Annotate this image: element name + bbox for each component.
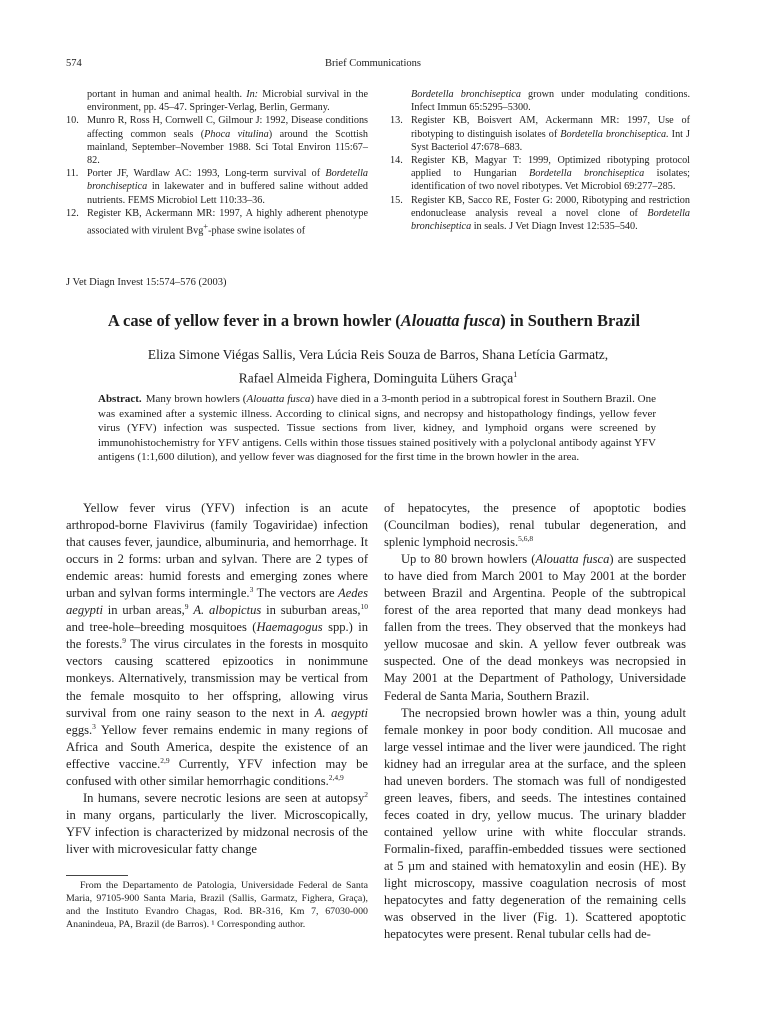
reference-entry xyxy=(390,114,690,154)
journal-citation: J Vet Diagn Invest 15:574–576 (2003) xyxy=(66,277,227,288)
affiliation-footnote: From the Departamento de Patologia, Universidade Federal de Santa Maria, 97105-900 Santa Maria, Brazil (Sallis, Garmatz, Fighera, Graça), and the Instituto Evandro Chagas, Rod. BR-316, Km 7, 67030-000 Ananindeua, PA, Brazil (de Barros). ¹ Corresponding author. xyxy=(66,880,368,931)
text-run: portant in human and animal health. xyxy=(87,89,247,100)
citation-superscript: 9 xyxy=(122,636,126,646)
italic-text: Aedes aegypti xyxy=(66,586,368,618)
italic-text: Alouatta fusca xyxy=(246,393,311,405)
text-run: In humans, severe necrotic lesions are seen at autopsy xyxy=(83,790,365,805)
text-run: -phase swine isolates of xyxy=(208,225,306,237)
text-run: Porter JF, Wardlaw AC: 1993, Long-term survival of xyxy=(87,168,326,180)
text-run: The vectors are xyxy=(253,586,339,601)
text-run: in seals. J Vet Diagn Invest 12:535–540. xyxy=(471,221,638,233)
italic-text: Alouatta fusca xyxy=(400,311,501,330)
citation-superscript: 2 xyxy=(364,789,368,799)
text-run: Register KB, Ackermann MR: 1997, A highly adherent phenotype associated with virulent Bvg xyxy=(87,207,368,237)
body-paragraph xyxy=(66,790,368,858)
italic-text: Bordetella bronchiseptica xyxy=(411,89,521,100)
text-run: isolates; identification of two novel ribotypes. Vet Microbiol 69:277–285. xyxy=(411,168,691,193)
citation-superscript: 2,4,9 xyxy=(328,772,344,782)
text-run: Register KB, Magyar T: 1999, Optimized ribotyping protocol applied to Hungarian xyxy=(411,155,690,180)
text-run: Yellow fever remains endemic in many regions of Africa and South America, despite the existence of an effective vaccine. xyxy=(66,722,368,771)
author-line-2 xyxy=(50,365,706,388)
reference-number: 10. xyxy=(66,115,79,127)
page-number: 574 xyxy=(66,58,82,69)
body-paragraph xyxy=(384,705,686,944)
text-run: The virus circulates in the forests in mosquito vectors causing scattered epizootics in nonimmune monkeys. Alternatively, transmission may be vertical from the female mosquito to her offspring, allowing virus survival from one rainy season to the next in xyxy=(66,637,368,720)
italic-text: Phoca vitulina xyxy=(204,128,269,140)
running-head-title: Brief Communications xyxy=(325,58,421,69)
text-run: Microbial survival in the environment, pp. 45–47. Springer-Verlag, Berlin, Germany. xyxy=(87,89,368,114)
text-run: and tree-hole–breeding mosquitoes ( xyxy=(66,620,257,635)
text-run: in suburban areas, xyxy=(261,603,361,618)
text-run: Register KB, Boisvert AM, Ackermann MR: 1997, Use of ribotyping to distinguish isolates of xyxy=(411,115,690,140)
reference-number: 12. xyxy=(66,207,79,219)
running-head xyxy=(66,58,680,74)
reference-number: 14. xyxy=(390,155,403,167)
citation-superscript: 9 xyxy=(184,602,189,612)
text-run: ) in Southern Brazil xyxy=(500,311,641,330)
reference-entry xyxy=(66,207,368,238)
citation-superscript: + xyxy=(203,221,209,232)
citation-superscript: 10 xyxy=(360,602,368,612)
reference-entry xyxy=(390,154,690,194)
footnote-divider xyxy=(66,875,128,876)
body-paragraph xyxy=(384,500,686,551)
author-line-2-text: Rafael Almeida Fighera, Dominguita Lühers Graça xyxy=(238,369,514,385)
body-paragraph xyxy=(384,551,686,704)
text-run: eggs. xyxy=(66,722,93,737)
italic-text: A. albopictus xyxy=(193,603,262,618)
italic-text: Bordetella bronchiseptica. xyxy=(560,128,669,140)
author-line-1: Eliza Simone Viégas Sallis, Vera Lúcia Reis Souza de Barros, Shana Letícia Garmatz, xyxy=(147,347,609,362)
text-run: Int J Syst Bacteriol 47:678–683. xyxy=(411,128,690,153)
text-run: Currently, YFV infection may be confused with other similar hemorrhagic conditions. xyxy=(66,756,369,788)
italic-text: Bordetella bronchiseptica xyxy=(529,168,645,180)
italic-text: Alouatta fusca xyxy=(535,552,610,567)
abstract-text xyxy=(98,393,656,463)
italic-text: Haemagogus xyxy=(256,620,323,635)
text-run: Munro R, Ross H, Cornwell C, Gilmour J: 1992, Disease conditions affecting common seals ( xyxy=(87,115,368,140)
author-list xyxy=(50,345,706,387)
text-run: in urban areas, xyxy=(102,603,185,618)
citation-superscript: 2,9 xyxy=(160,755,170,765)
text-run: in lakewater and in buffered saline without added nutrients. FEMS Microbiol Lett 110:33–36. xyxy=(87,181,368,206)
reference-entry xyxy=(390,88,690,114)
references-right-column xyxy=(390,88,690,233)
article-title xyxy=(40,311,708,331)
abstract xyxy=(98,392,656,465)
reference-entry xyxy=(66,114,368,167)
body-left-column xyxy=(66,500,368,858)
text-run: spp.) in the forests. xyxy=(66,620,368,652)
citation-superscript: 5,6,8 xyxy=(518,533,534,543)
reference-number: 13. xyxy=(390,115,403,127)
italic-text: In: xyxy=(246,89,259,100)
body-right-column xyxy=(384,500,686,943)
italic-text: A. aegypti xyxy=(314,705,368,720)
text-run: of hepatocytes, the presence of apoptotic bodies (Councilman bodies), renal tubular degeneration, and splenic lymphoid necrosis. xyxy=(384,501,686,550)
text-run: A case of yellow fever in a brown howler ( xyxy=(107,311,401,330)
text-run: The necropsied brown howler was a thin, young adult female monkey in poor body condition. All mucosae and large vessel intimae and the liver were jaundiced. The right kidney had an irregular area at the surface, and the spleen had uneven borders. The stomach was full of nondigested green leaves, fibers, and seeds. The intestines contained feces coated in dry, yellow mucus. The urinary bladder contained yellow urine with white floccular strands. Formalin-fixed, paraffin-embedded tissues were sectioned at 5 µm and stained with hematoxylin and eosin (HE). By light microscopy, massive coagulation necrosis of most hepatocytes and fatty degeneration of the remaining cells was observed in the liver (Fig. 1). Scattered apoptotic hepatocytes were present. Renal tubular cells had de- xyxy=(384,705,686,942)
reference-entry xyxy=(66,88,368,114)
text-run: Yellow fever virus (YFV) infection is an acute arthropod-borne Flavivirus (family Togaviridae) infection that causes fever, jaundice, albuminuria, and hemorrhage. It occurs in 2 forms: urban and sylvan. There are 2 types of endemic areas: humid forests and emerging zones where urban and sylvan forms intermingle. xyxy=(66,501,368,601)
reference-entry xyxy=(66,167,368,207)
text-run: ) have died in a 3-month period in a subtropical forest in Southern Brazil. One was examined after a systemic illness. According to clinical signs, and necropsy and histopathology findings, yellow fever virus (YFV) infection was suspected. Tissue sections from liver, kidney, and lymphoid organs were screened by immunohistochemistry for YFV antigens. Cells within those tissues stained positively with a polyclonal antibody against YFV antigens (1:1,600 dilution), and yellow fever was diagnosed for the first time in the brown howler in the area. xyxy=(98,393,656,464)
references-left-column xyxy=(66,88,368,238)
citation-superscript: 3 xyxy=(249,585,254,595)
italic-text: Bordetella bronchiseptica xyxy=(411,207,690,233)
text-run: grown under modulating conditions. Infect Immun 65:5295–5300. xyxy=(411,89,690,114)
reference-entry xyxy=(390,194,690,234)
reference-number: 15. xyxy=(390,194,403,206)
body-paragraph xyxy=(66,500,368,790)
text-run: in many organs, particularly the liver. Microscopically, YFV infection is characterized by midzonal necrosis of the liver with microvesicular fatty change xyxy=(66,807,368,856)
italic-text: Bordetella bronchiseptica xyxy=(87,168,368,193)
text-run: ) are suspected to have died from March 2001 to May 2001 at the border between Brazil and Argentina. People of the subtropical forest of the area reported that many dead monkeys had fallen from the trees. They observed that the monkeys had yellow mucosae and skin. A yellow fever outbreak was suspected. One of the dead monkeys was necropsied in May 2001 at the Department of Pathology, Universidade Federal de Santa Maria, Southern Brazil. xyxy=(384,552,686,703)
text-run: ) around the Scottish mainland, September–November 1988. Sci Total Environ 115:67–82. xyxy=(87,128,368,167)
affiliation-marker: 1 xyxy=(513,369,518,379)
citation-superscript: 3 xyxy=(92,721,96,731)
text-run: Many brown howlers ( xyxy=(145,393,247,405)
abstract-label: Abstract. xyxy=(98,393,142,405)
reference-number: 11. xyxy=(66,168,79,180)
text-run: Register KB, Sacco RE, Foster G: 2000, Ribotyping and restriction endonuclease analysis reveal a novel clone of xyxy=(411,194,690,219)
text-run: Up to 80 brown howlers ( xyxy=(401,552,536,567)
